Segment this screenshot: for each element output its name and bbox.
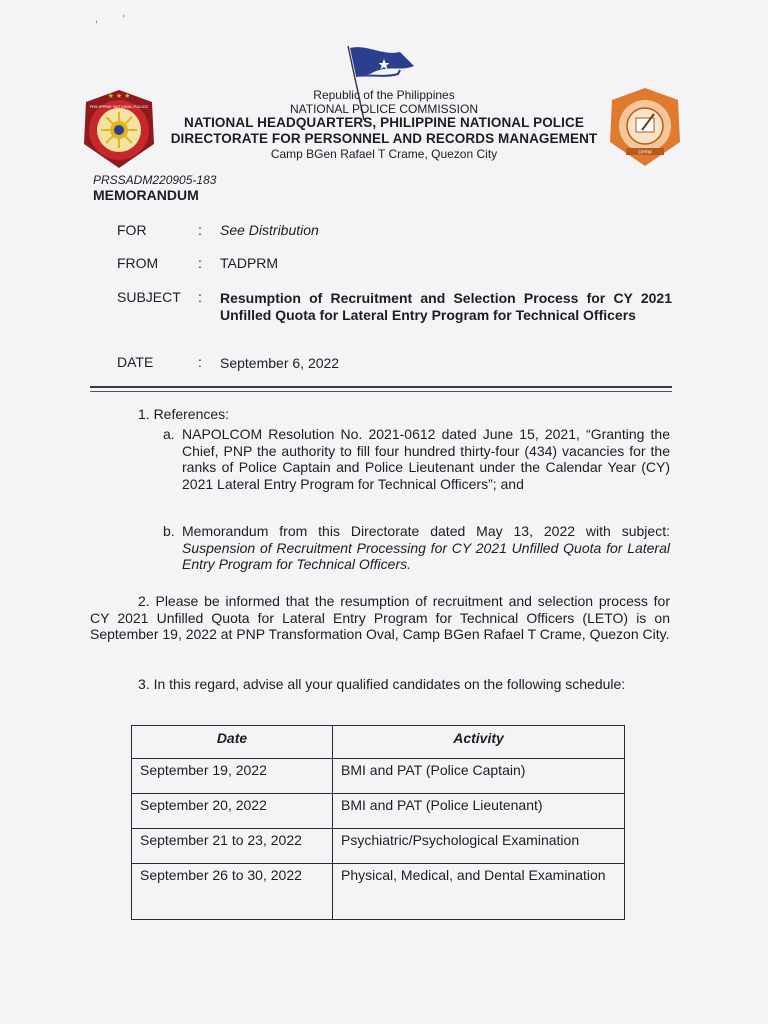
schedule-activity: BMI and PAT (Police Captain) xyxy=(333,759,625,794)
reference-b-italic-end: Lateral Entry Program for Technical Officers. xyxy=(182,539,670,572)
reference-b-text xyxy=(182,523,670,573)
subject-value: Resumption of Recruitment and Selection Process for CY 2021 Unfilled Quota for Lateral Entry Program for Technical Officers xyxy=(220,290,672,323)
divider-line xyxy=(90,386,672,388)
schedule-activity: BMI and PAT (Police Lieutenant) xyxy=(333,794,625,829)
reference-b-plain: Memorandum from this Directorate dated May 13, 2022 with subject: xyxy=(182,523,670,539)
for-label: FOR xyxy=(117,222,147,238)
for-value: See Distribution xyxy=(220,222,319,238)
reference-code: PRSSADM220905-183 xyxy=(93,173,217,187)
reference-b-italic: Suspension of Recruitment Processing for CY 2021 Unfilled Quota for xyxy=(182,539,623,556)
for-colon: : xyxy=(198,222,202,238)
column-header-activity: Activity xyxy=(333,726,625,759)
scan-marks: , ' xyxy=(95,14,125,25)
paragraph-3: 3. In this regard, advise all your qualified candidates on the following schedule: xyxy=(138,676,626,692)
schedule-date: September 20, 2022 xyxy=(132,794,333,829)
reference-a-text: NAPOLCOM Resolution No. 2021-0612 dated June 15, 2021, “Granting the Chief, PNP the authority to fill four hundred thirty-four (434) vacancies for the ranks of Police Captain and Police Lieutenant under the Calendar Year (CY) 2021 Lateral Entry Program for Technical Officers”; and xyxy=(182,426,670,492)
schedule-date: September 19, 2022 xyxy=(132,759,333,794)
schedule-activity: Psychiatric/Psychological Examination xyxy=(333,829,625,864)
header-headquarters: NATIONAL HEADQUARTERS, PHILIPPINE NATIONAL POLICE xyxy=(184,115,584,130)
date-value: September 6, 2022 xyxy=(220,355,340,371)
references-heading: 1. References: xyxy=(138,406,230,422)
from-colon: : xyxy=(198,255,202,271)
reference-a-letter: a. xyxy=(163,426,175,442)
svg-text:DPRM: DPRM xyxy=(638,149,652,155)
table-row xyxy=(132,759,625,794)
svg-text:PHILIPPINE NATIONAL POLICE: PHILIPPINE NATIONAL POLICE xyxy=(89,104,149,109)
table-row xyxy=(132,864,625,920)
from-value: TADPRM xyxy=(220,255,279,271)
header-republic: Republic of the Philippines xyxy=(313,88,455,102)
divider-line-thin xyxy=(90,391,672,392)
table-header-row xyxy=(132,726,625,759)
header-directorate: DIRECTORATE FOR PERSONNEL AND RECORDS MANAGEMENT xyxy=(170,131,598,146)
schedule-date: September 21 to 23, 2022 xyxy=(132,829,333,864)
schedule-date: September 26 to 30, 2022 xyxy=(132,864,333,920)
paragraph-2: 2. Please be informed that the resumption of recruitment and selection process for CY 2021 Unfilled Quota for Lateral Entry Program for Technical Officers (LETO) is on September 19, 2022 at PNP Transformation Oval, Camp BGen Rafael T Crame, Quezon City. xyxy=(90,593,670,642)
table-row xyxy=(132,794,625,829)
header-commission: NATIONAL POLICE COMMISSION xyxy=(289,102,479,116)
schedule-table xyxy=(131,725,625,920)
schedule-activity: Physical, Medical, and Dental Examination xyxy=(333,864,625,920)
subject-colon: : xyxy=(198,289,202,305)
memo-title: MEMORANDUM xyxy=(93,187,199,203)
table-row xyxy=(132,829,625,864)
column-header-date: Date xyxy=(132,726,333,759)
from-label: FROM xyxy=(117,255,159,271)
reference-b-letter: b. xyxy=(163,523,175,539)
svg-text:★ ★ ★: ★ ★ ★ xyxy=(107,93,131,100)
date-label: DATE xyxy=(117,354,154,370)
date-colon: : xyxy=(198,354,202,370)
subject-label: SUBJECT xyxy=(117,289,181,305)
header-location: Camp BGen Rafael T Crame, Quezon City xyxy=(270,147,498,161)
